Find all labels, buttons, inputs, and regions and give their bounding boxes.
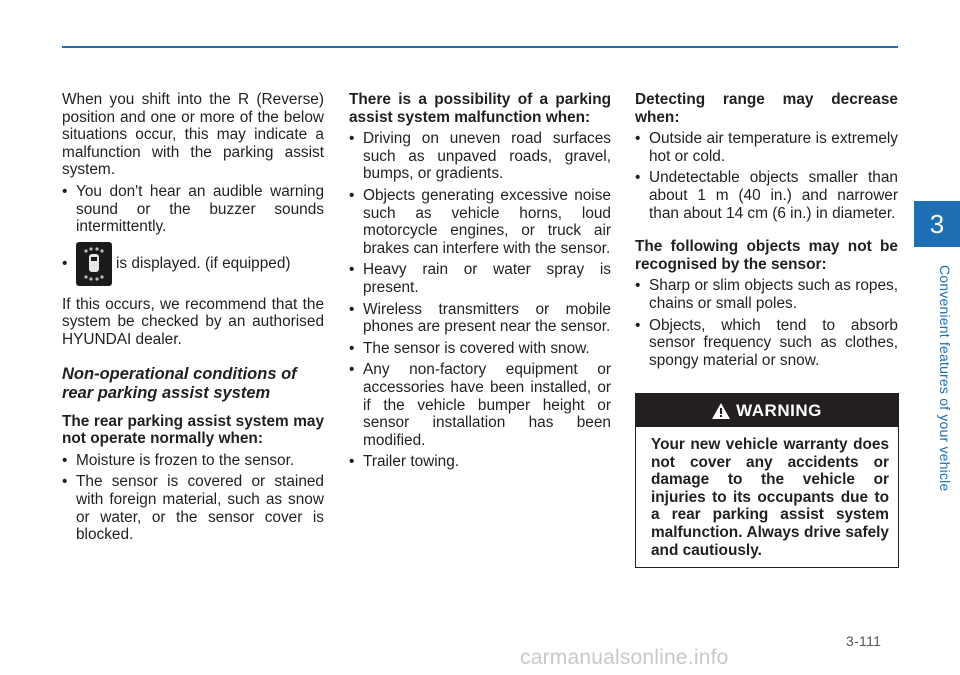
unrecognised-objects-lead: The following objects may not be recognised by the sensor:	[635, 238, 898, 273]
list-item: • Undetectable objects smaller than about 1 m (40 in.) and narrower than about 14 cm (6 in.) in diameter.	[635, 169, 898, 222]
unrecognised-objects-list	[635, 277, 898, 369]
malfunction-lead: There is a possibility of a parking assist system malfunction when:	[349, 91, 611, 126]
list-item: • Driving on uneven road surfaces such as unpaved roads, gravel, bumps, or gradients.	[349, 130, 611, 183]
warning-text: Your new vehicle warranty does not cover any accidents or damage to the vehicle or injuries to its occupants due to a rear parking assist system malfunction. Always drive safely and cautiously.	[651, 436, 889, 559]
chapter-title: Convenient features of your vehicle	[937, 265, 953, 492]
warning-title: WARNING	[736, 400, 822, 420]
warning-header	[636, 394, 898, 427]
detecting-range-list	[635, 130, 898, 222]
list-item: • You don't hear an audible warning sound or the buzzer sounds intermittently.	[62, 183, 324, 236]
section-lead: The rear parking assist system may not operate normally when:	[62, 412, 324, 448]
intro-paragraph: When you shift into the R (Reverse) position and one or more of the below situations occur, this may indicate a malfunction with the parking assist system.	[62, 91, 324, 179]
non-operational-list	[62, 452, 324, 544]
list-item: • Heavy rain or water spray is present.	[349, 261, 611, 296]
watermark: carmanualsonline.info	[520, 646, 729, 669]
list-item: • Trailer towing.	[349, 453, 611, 471]
column-3	[635, 91, 898, 369]
list-item: • Any non-factory equipment or accessories have been installed, or if the vehicle bumper height or sensor installation has been modified.	[349, 361, 611, 449]
column-1	[62, 91, 324, 544]
parking-sensor-icon	[76, 242, 112, 286]
malfunction-conditions-list	[349, 130, 611, 471]
chapter-tab: 3	[914, 201, 960, 247]
recommend-paragraph: If this occurs, we recommend that the system be checked by an authorised HYUNDAI dealer.	[62, 295, 324, 348]
list-item: • Objects, which tend to absorb sensor frequency such as clothes, spongy material or snow.	[635, 317, 898, 370]
detecting-range-lead: Detecting range may decrease when:	[635, 91, 898, 126]
page-number: 3-111	[846, 633, 882, 649]
list-item: • Sharp or slim objects such as ropes, chains or small poles.	[635, 277, 898, 312]
list-item: • Wireless transmitters or mobile phones are present near the sensor.	[349, 301, 611, 336]
warning-triangle-icon	[712, 403, 730, 419]
list-item: • Outside air temperature is extremely hot or cold.	[635, 130, 898, 165]
bullet: •	[62, 254, 68, 272]
sensor-indicator-text: is displayed. (if equipped)	[116, 254, 291, 272]
sensor-indicator-item	[62, 242, 324, 286]
list-item: • Moisture is frozen to the sensor.	[62, 452, 324, 470]
malfunction-list	[62, 183, 324, 236]
warning-box	[635, 393, 899, 568]
header-rule	[62, 46, 898, 48]
list-item: • The sensor is covered with snow.	[349, 340, 611, 358]
column-2	[349, 91, 611, 471]
list-item: • The sensor is covered or stained with foreign material, such as snow or water, or the sensor cover is blocked.	[62, 473, 324, 543]
list-item: • Objects generating excessive noise such as vehicle horns, loud motorcycle engines, or truck air brakes can interfere with the sensor.	[349, 187, 611, 257]
section-title: Non-operational conditions of rear parking assist system	[62, 364, 297, 402]
